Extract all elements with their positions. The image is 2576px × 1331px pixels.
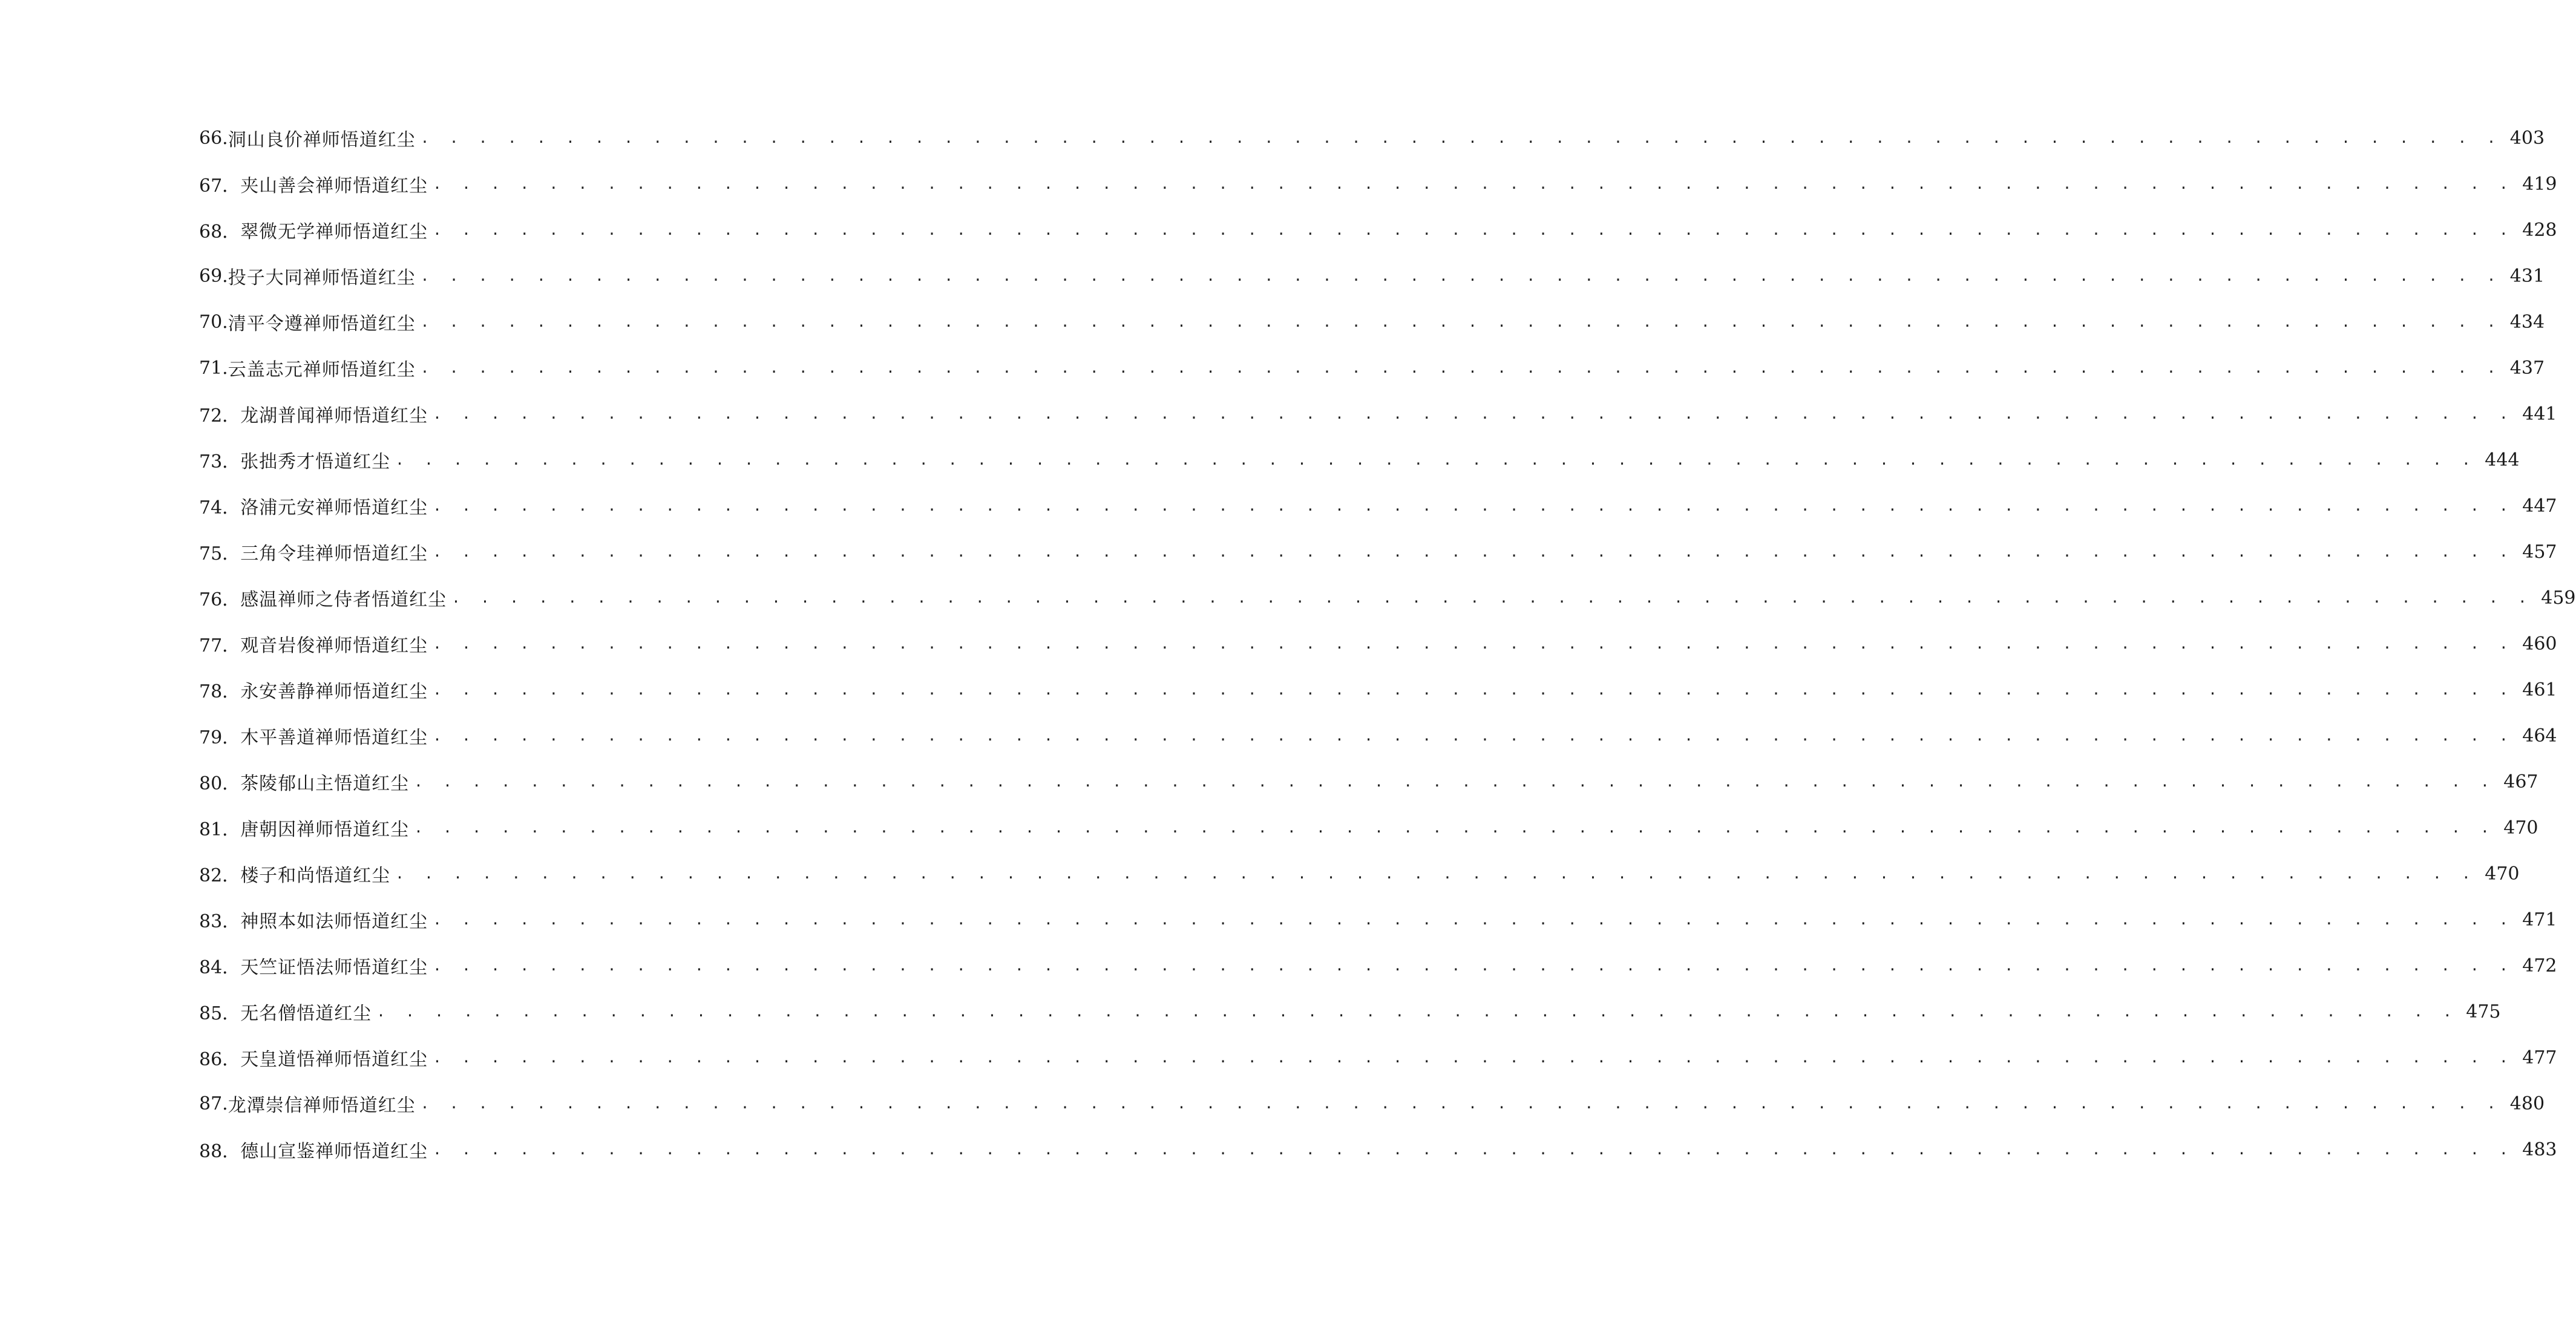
entry-title: 楼子和尚悟道红尘 — [240, 865, 391, 886]
toc-entry[interactable] — [199, 391, 2557, 437]
dot-leader: . . . . . . . . . . . . . . . . . . . . . . . . . . . . . . . . . . . . . . . . . . . . . . . . . . . . . . . . . . . . . . . . . . . . . . . . — [433, 175, 2514, 192]
entry-title: 投子大同禅师悟道红尘 — [228, 267, 416, 289]
entry-title: 无名僧悟道红尘 — [240, 1003, 372, 1024]
entry-page-number: 457 — [2522, 541, 2557, 563]
dot-leader: . . . . . . . . . . . . . . . . . . . . . . . . . . . . . . . . . . . . . . . . . . . . . . . . . . . . . . . . . . . . . . . . . . . . . . . . — [433, 1049, 2514, 1066]
dot-leader: . . . . . . . . . . . . . . . . . . . . . . . . . . . . . . . . . . . . . . . . . . . . . . . . . . . . . . . . . . . . . . . . . . . . . . . . — [433, 1141, 2514, 1158]
dot-leader: . . . . . . . . . . . . . . . . . . . . . . . . . . . . . . . . . . . . . . . . . . . . . . . . . . . . . . . . . . . . . . . . . . . . . . . . — [420, 1095, 2502, 1112]
entry-number: 87. — [199, 1093, 228, 1114]
entry-page-number: 403 — [2509, 127, 2545, 149]
entry-page-number: 419 — [2522, 173, 2557, 195]
entry-number: 83． — [199, 911, 241, 932]
entry-title: 神照本如法师悟道红尘 — [240, 911, 428, 932]
table-of-contents — [199, 115, 2576, 1172]
entry-number: 67． — [199, 175, 241, 197]
entry-page-number: 461 — [2522, 679, 2557, 701]
entry-title: 三角令珪禅师悟道红尘 — [240, 543, 428, 564]
toc-entry[interactable] — [199, 575, 2576, 621]
entry-page-number: 437 — [2509, 357, 2545, 379]
entry-page-number: 444 — [2485, 449, 2520, 471]
toc-entry[interactable] — [199, 115, 2545, 161]
toc-entry[interactable] — [199, 253, 2545, 299]
dot-leader: . . . . . . . . . . . . . . . . . . . . . . . . . . . . . . . . . . . . . . . . . . . . . . . . . . . . . . . . . . . . . . . . . . . . . . . . — [376, 1003, 2458, 1020]
dot-leader: . . . . . . . . . . . . . . . . . . . . . . . . . . . . . . . . . . . . . . . . . . . . . . . . . . . . . . . . . . . . . . . . . . . . . . . . — [433, 221, 2514, 238]
entry-number: 70. — [199, 311, 228, 333]
toc-entry[interactable] — [199, 207, 2557, 253]
toc-entry[interactable] — [199, 897, 2557, 943]
entry-page-number: 460 — [2522, 633, 2557, 655]
dot-leader: . . . . . . . . . . . . . . . . . . . . . . . . . . . . . . . . . . . . . . . . . . . . . . . . . . . . . . . . . . . . . . . . . . . . . . . . — [433, 635, 2514, 652]
entry-number: 85． — [199, 1003, 241, 1024]
entry-page-number: 480 — [2509, 1093, 2545, 1114]
entry-number: 75． — [199, 543, 241, 564]
entry-page-number: 447 — [2522, 495, 2557, 517]
entry-title: 永安善静禅师悟道红尘 — [240, 681, 428, 702]
toc-entry[interactable] — [199, 713, 2557, 759]
toc-entry[interactable] — [199, 437, 2520, 483]
entry-number: 86． — [199, 1049, 241, 1070]
entry-title: 云盖志元禅师悟道红尘 — [228, 359, 416, 381]
toc-entry[interactable] — [199, 805, 2538, 851]
entry-title: 天皇道悟禅师悟道红尘 — [240, 1049, 428, 1070]
entry-title: 夹山善会禅师悟道红尘 — [240, 175, 428, 197]
toc-entry[interactable] — [199, 1035, 2557, 1081]
dot-leader: . . . . . . . . . . . . . . . . . . . . . . . . . . . . . . . . . . . . . . . . . . . . . . . . . . . . . . . . . . . . . . . . . . . . . . . . — [395, 865, 2477, 882]
entry-title: 清平令遵禅师悟道红尘 — [228, 313, 416, 335]
entry-page-number: 464 — [2522, 725, 2557, 747]
dot-leader: . . . . . . . . . . . . . . . . . . . . . . . . . . . . . . . . . . . . . . . . . . . . . . . . . . . . . . . . . . . . . . . . . . . . . . . . — [395, 451, 2477, 468]
entry-title: 天竺证悟法师悟道红尘 — [240, 957, 428, 978]
entry-number: 80． — [199, 773, 241, 794]
entry-page-number: 470 — [2503, 817, 2538, 839]
dot-leader: . . . . . . . . . . . . . . . . . . . . . . . . . . . . . . . . . . . . . . . . . . . . . . . . . . . . . . . . . . . . . . . . . . . . . . . . — [433, 681, 2514, 698]
entry-number: 77． — [199, 635, 241, 656]
entry-page-number: 459 — [2541, 587, 2576, 609]
entry-title: 洞山良价禅师悟道红尘 — [228, 129, 416, 151]
entry-number: 84． — [199, 957, 241, 978]
entry-title: 龙潭崇信禅师悟道红尘 — [228, 1095, 416, 1116]
entry-page-number: 470 — [2485, 863, 2520, 885]
dot-leader: . . . . . . . . . . . . . . . . . . . . . . . . . . . . . . . . . . . . . . . . . . . . . . . . . . . . . . . . . . . . . . . . . . . . . . . . — [451, 589, 2533, 606]
entry-title: 龙湖普闻禅师悟道红尘 — [240, 405, 428, 427]
dot-leader: . . . . . . . . . . . . . . . . . . . . . . . . . . . . . . . . . . . . . . . . . . . . . . . . . . . . . . . . . . . . . . . . . . . . . . . . — [414, 819, 2496, 836]
dot-leader: . . . . . . . . . . . . . . . . . . . . . . . . . . . . . . . . . . . . . . . . . . . . . . . . . . . . . . . . . . . . . . . . . . . . . . . . — [433, 497, 2514, 514]
entry-title: 张拙秀才悟道红尘 — [240, 451, 391, 473]
dot-leader: . . . . . . . . . . . . . . . . . . . . . . . . . . . . . . . . . . . . . . . . . . . . . . . . . . . . . . . . . . . . . . . . . . . . . . . . — [420, 313, 2502, 330]
entry-number: 78． — [199, 681, 241, 702]
toc-entry[interactable] — [199, 1127, 2557, 1172]
entry-page-number: 441 — [2522, 403, 2557, 425]
toc-entry[interactable] — [199, 667, 2557, 713]
dot-leader: . . . . . . . . . . . . . . . . . . . . . . . . . . . . . . . . . . . . . . . . . . . . . . . . . . . . . . . . . . . . . . . . . . . . . . . . — [433, 957, 2514, 974]
toc-entry[interactable] — [199, 851, 2520, 897]
toc-entry[interactable] — [199, 529, 2557, 575]
dot-leader: . . . . . . . . . . . . . . . . . . . . . . . . . . . . . . . . . . . . . . . . . . . . . . . . . . . . . . . . . . . . . . . . . . . . . . . . — [433, 543, 2514, 560]
entry-page-number: 472 — [2522, 955, 2557, 976]
entry-page-number: 475 — [2466, 1001, 2501, 1022]
entry-title: 感温禅师之侍者悟道红尘 — [240, 589, 447, 610]
toc-entry[interactable] — [199, 989, 2501, 1035]
toc-entry[interactable] — [199, 483, 2557, 529]
entry-number: 73． — [199, 451, 241, 473]
dot-leader: . . . . . . . . . . . . . . . . . . . . . . . . . . . . . . . . . . . . . . . . . . . . . . . . . . . . . . . . . . . . . . . . . . . . . . . . — [433, 911, 2514, 928]
entry-title: 洛浦元安禅师悟道红尘 — [240, 497, 428, 518]
dot-leader: . . . . . . . . . . . . . . . . . . . . . . . . . . . . . . . . . . . . . . . . . . . . . . . . . . . . . . . . . . . . . . . . . . . . . . . . — [433, 405, 2514, 422]
entry-page-number: 471 — [2522, 909, 2557, 930]
entry-number: 82． — [199, 865, 241, 886]
dot-leader: . . . . . . . . . . . . . . . . . . . . . . . . . . . . . . . . . . . . . . . . . . . . . . . . . . . . . . . . . . . . . . . . . . . . . . . . — [433, 727, 2514, 744]
entry-page-number: 428 — [2522, 219, 2557, 241]
entry-title: 木平善道禅师悟道红尘 — [240, 727, 428, 748]
dot-leader: . . . . . . . . . . . . . . . . . . . . . . . . . . . . . . . . . . . . . . . . . . . . . . . . . . . . . . . . . . . . . . . . . . . . . . . . — [420, 359, 2502, 376]
entry-page-number: 477 — [2522, 1047, 2557, 1068]
toc-entry[interactable] — [199, 943, 2557, 989]
entry-title: 茶陵郁山主悟道红尘 — [240, 773, 410, 794]
entry-number: 81． — [199, 819, 241, 840]
toc-entry[interactable] — [199, 345, 2545, 391]
dot-leader: . . . . . . . . . . . . . . . . . . . . . . . . . . . . . . . . . . . . . . . . . . . . . . . . . . . . . . . . . . . . . . . . . . . . . . . . — [420, 267, 2502, 284]
entry-number: 69. — [199, 265, 228, 287]
toc-entry[interactable] — [199, 161, 2557, 207]
entry-page-number: 431 — [2509, 265, 2545, 287]
entry-number: 68． — [199, 221, 241, 243]
entry-number: 79． — [199, 727, 241, 748]
dot-leader: . . . . . . . . . . . . . . . . . . . . . . . . . . . . . . . . . . . . . . . . . . . . . . . . . . . . . . . . . . . . . . . . . . . . . . . . — [420, 129, 2502, 146]
entry-title: 唐朝因禅师悟道红尘 — [240, 819, 410, 840]
entry-number: 66. — [199, 127, 228, 149]
entry-page-number: 483 — [2522, 1139, 2557, 1160]
entry-number: 72． — [199, 405, 241, 427]
entry-number: 76． — [199, 589, 241, 610]
dot-leader: . . . . . . . . . . . . . . . . . . . . . . . . . . . . . . . . . . . . . . . . . . . . . . . . . . . . . . . . . . . . . . . . . . . . . . . . — [414, 773, 2496, 790]
entry-title: 翠微无学禅师悟道红尘 — [240, 221, 428, 243]
toc-entry[interactable] — [199, 1081, 2545, 1127]
entry-page-number: 434 — [2509, 311, 2545, 333]
toc-entry[interactable] — [199, 759, 2538, 805]
toc-entry[interactable] — [199, 621, 2557, 667]
entry-title: 德山宣鉴禅师悟道红尘 — [240, 1141, 428, 1162]
toc-entry[interactable] — [199, 299, 2545, 345]
entry-number: 74． — [199, 497, 241, 518]
entry-page-number: 467 — [2503, 771, 2538, 793]
entry-number: 71. — [199, 357, 228, 379]
entry-number: 88． — [199, 1141, 241, 1162]
entry-title: 观音岩俊禅师悟道红尘 — [240, 635, 428, 656]
